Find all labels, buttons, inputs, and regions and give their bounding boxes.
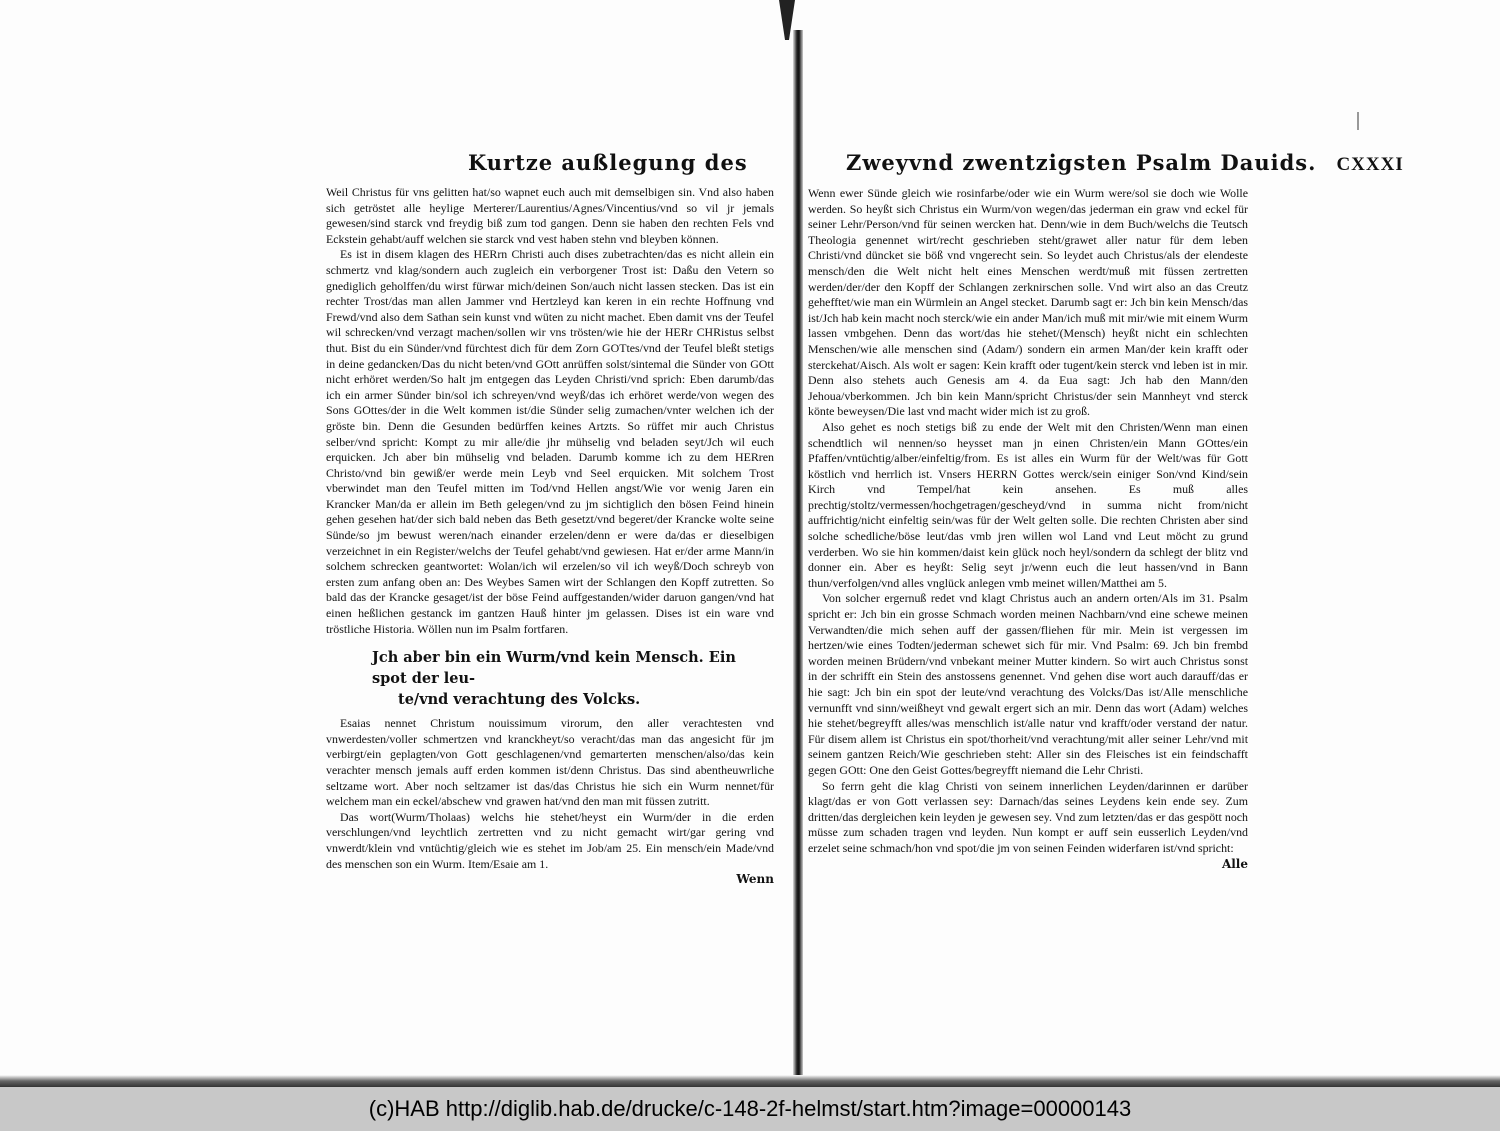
right-paragraph-2: Also gehet es noch stetigs biß zu ende der Welt mit den Christen/Wenn man einen schendtlich wil nennen/so heysset man jn einen Christen/ein Mann GOttes/ein Pfaffen/vntüchtig/alber/einfeltig/from. Es ist alles ein Wurm für der Welt/was für Gott köstlich vnd herrlich ist. Vnsers HERRN Gottes werck/sein einiger Son/vnd Kind/sein Kirch vnd Tempel/hat kein ansehen. Es muß alles prechtig/stoltz/vermessen/hochgetragen/gescheyd/vnd in summa nicht from/nicht auffrichtig/nicht einfeltig sein/was für der Welt gelten solle. Die rechten Christen aber sind solche schedliche/böse leut/das vmb jren willen wol Land vnd Leut möcht zu grund verderben. Wo sie hin kommen/daist kein glück noch heyl/sondern da schlegt der blitz vnd donner ein. Aber es heyßt: Selig seyt jr/wenn euch die leut hassen/vnd in Bann thun/verfolgen/vnd alles vnglück anlegen vmb meinet willen/Matthei am 5. xyxy=(808,419,1248,590)
scan-bottom-edge xyxy=(0,1075,1500,1087)
psalm-verse-line-1: Jch aber bin ein Wurm/vnd kein Mensch. Ein spot der leu- xyxy=(372,649,736,688)
left-paragraph-4: Das wort(Wurm/Tholaas) welchs hie stehet/heyst ein Wurm/der in die erden verschlungen/vnd leychtlich zertretten vnd zu nicht gemacht wirt/gar gering vnd vnwerdt/klein vnd vntüchtig/gleich wie es stehet im Job/am 25. Ein mensch/ein Made/vnd des menschen son ein Wurm. Item/Esaie am 1. xyxy=(326,809,774,871)
right-running-head-title: Zweyvnd zwentzigsten Psalm Dauids. xyxy=(846,150,1317,175)
left-paragraph-3: Esaias nennet Christum nouissimum virorum, den aller verachtesten vnd vnwerdesten/voller schmertzen vnd kranckheyt/so veracht/das man das angesicht für jm verbirgt/ein geplagten/von Gott geschlagenen/vnd gemarterten menschen/also/das kein verachter mensch jemals auff erden kommen ist/denn Christus. Das sind abentheuwrliche seltzame wort. Aber noch seltzamer ist das/das Christus hie sich ein Wurm nennet/für welchem man ein eckel/abschew vnd grawen hat/vnd den man mit füssen zutritt. xyxy=(326,716,774,809)
copyright-footer: (c)HAB http://diglib.hab.de/drucke/c-148-2f-helmst/start.htm?image=00000143 xyxy=(0,1087,1500,1131)
psalm-verse-heading xyxy=(326,647,774,710)
left-commentary-text xyxy=(326,716,774,872)
folio-number: CXXXI xyxy=(1336,154,1404,175)
right-paragraph-3: Von solcher ergernuß redet vnd klagt Christus auch an andern orten/Als im 31. Psalm spricht er: Jch bin ein grosse Schmach worden meinen Nachbarn/vnd eine schewe meinen Verwandten/die mich sehen auff der gassen/fliehen für mir. Mein ist vergessen im hertzen/wie eines Todten/jederman schewet sich für mir. Vnd Psalm: 69. Jch bin frembd worden meinen Brüdern/vnd vnbekant meiner Mutter kindern. So wirt auch Christus sonst in der schrifft ein Stein des anstossens genennet. Vnd gehen dise wort auch darauff/das er hie sagt: Jch bin ein spot der leute/vnd verachtung des Volcks/Das ist/Alle menschliche vernunfft vnd sinn/weißheyt vnd gewalt ergert sich an mir. Denn das wort (Adam) welches hie stehet/begreyfft alles/was menschlich ist/alle natur vnd krafft/oder verstand der natur. Für disem allem ist Christus ein spot/thorheit/vnd verachtung/mit aller seiner Lehr/vnd mit seinem gantzen Reich/Wie geschrieben steht: Aller sin des Fleisches ist ein feindschafft gegen GOtt: One den Geist Gottes/begreyfft niemand die Lehr Christi. xyxy=(808,591,1248,777)
left-paragraph-1: Weil Christus für vns gelitten hat/so wapnet euch auch mit demselbigen sin. Vnd also haben sich getröstet alle heylige Merterer/Laurentius/Agnes/Vincentius/vnd so vil jr jemals gewesen/sind starck vnd freydig biß zum tod gangen. Denn sie haben den rechten Fels vnd Eckstein gehabt/auff welchen sie starck vnd vest haben stehn vnd bleyben können. xyxy=(326,185,774,246)
right-paragraph-4: So ferrn geht die klag Christi von seinem innerlichen Leyden/darinnen er darüber klagt/das er von Gott verlassen sey: Darnach/das seines Leydens kein ende sey. Zum dritten/das dergleichen kein leyden je gewesen sey. Vnd zum letzten/das er das gespött noch müsse zum schaden tragen vnd leyden. Nun kompt er auff sein eusserlich Leyden/vnd erzelet seine schmach/hon vnd spot/die jm von seinen Feinden widerfaren ist/vnd spricht: xyxy=(808,778,1248,855)
left-body-text xyxy=(326,185,774,637)
book-gutter xyxy=(793,30,803,1080)
psalm-verse-line-2: te/vnd verachtung des Volcks. xyxy=(398,691,641,709)
right-paragraph-1: Wenn ewer Sünde gleich wie rosinfarbe/oder wie ein Wurm were/sol sie doch wie Wolle werden. So heyßt sich Christus ein Wurm/von wegen/das jederman ein graw vnd eckel für seiner Lehr/Person/vnd für seinen wercken hat. Denn/wie in dem Buch/welchs die Teutsch Theologia genennet wirt/recht geschrieben steht/grawet aller natur für dem leben Christi/vnd düncket sie böß vnd vngerecht sein. So leydet auch Christus/als der elendeste mensch/den die Welt nicht helt eines Menschen werdt/muß mit füssen zertretten werden/der/der den Kopff der Schlangen zerknirschen solle. Vnd wirt also an das Creutz gehefftet/wie man ein Würmlein an Angel stecket. Darumb sagt er: Jch bin kein Mensch/das ist/Jch hab kein macht noch sterck/wie ein ander Man/ich muß mit mir/wie mit einem Wurm lassen vmbgehen. Denn das wort/das hie stehet/(Mensch) heyßt nicht ein schlechten Menschen/wie alle menschen sind (Adam/) sondern ein armen Man/der kein krafft oder sterckehat/Aisch. Als wolt er sagen: Kein krafft oder tugent/kein sterck vnd leben ist in mir. Denn also stehets auch Genesis am 4. da Eua sagt: Jch hab den Mann/den Jehoua/vberkommen. Jch bin kein Mann/spricht Christus/der sein Mannheyt vnd sterck könte beweysen/Die last vnd macht wider mich ist zu groß. xyxy=(808,186,1248,419)
right-catchword: Alle xyxy=(1221,856,1248,871)
right-page xyxy=(808,150,1404,871)
left-page xyxy=(326,150,774,886)
left-running-head: Kurtze außlegung des xyxy=(468,150,748,175)
left-paragraph-2: Es ist in disem klagen des HERrn Christi auch dises zubetrachten/das es nicht allein ein schmertz vnd klag/sondern auch zugleich ein verborgener Trost ist: Daßu den Vetern so gnediglich geholffen/du wirst fürwar mich/deinen Son/auch nicht lassen stecken. Das ist ein rechter Trost/das man allen Jammer vnd Hertzleyd kan keren in ein rechte Hoffnung vnd Frewd/vnd also dem Sathan sein kunst vnd wüten zu nicht machet. Eben damit vns der Teufel wil schrecken/vnd verzagt machen/sollen wir vns trösten/wie hie der HERr CHRistus selbst thut. Bist du ein Sünder/vnd fürchtest dich für dem Zorn GOTtes/vnd der Teufel bleßt stetigs in deine gedancken/Das du nicht beten/vnd GOtt anrüffen solst/sintemal die Sünder von GOtt nicht erhöret werden/So halt jm entgegen das Leyden Christi/vnd sprich: Eben darumb/das ich ein armer Sünder bin/sol ich schreyen/vnd weyß/das ich erhöret werde/von wegen des Sons GOttes/der in die Welt kommen ist/die Sünder selig zumachen/vnter welchen ich der gröste bin. Denn die Gesunden bedürffen keines Artzts. So rüffet mir auch Christus selber/vnd spricht: Kompt zu mir alle/die jhr mühselig vnd beladen seyt/Jch wil euch erquicken. Jch aber bin mühselig vnd beladen. Darumb komme ich zu dem HERren Christo/vnd bin gewiß/er werde mein Leyb vnd Seel erquicken. Mit solchem Trost vberwindet man den Teufel mitten im Tod/vnd Hellen angst/Wie vor wenig Jaren ein Krancker Man/da er allein im Beth gelegen/vnd zu jm sichtiglich den bösen Feind hinein gehen gesehen hat/der sich bald neben das Beth gesetzt/vnd begeret/der Krancke wolte seine Sünde/so jm bewust weren/nach einander erzelen/denn er were da/das er dieselbigen verzeichnet in ein Register/welchs der Teufel gehabt/vnd gewiesen. Hat er/der arme Mann/in solchem schrecken geantwortet: Wolan/ich wil erzelen/so vil ich weyß/Doch schreyb von ersten zum anfang oben an: Des Weybes Samen wirt der Schlangen den Kopff zutretten. So bald das der Krancke gesaget/ist der böse Feind auffgestanden/wider daruon gangen/vnd hat einen heßlichen gestanck im gantzen Hauß hinter jm gelassen. Dises ist ein ware vnd tröstliche Historia. Wöllen nun im Psalm fortfaren. xyxy=(326,247,774,636)
page-mark xyxy=(1357,112,1359,130)
right-body-text xyxy=(808,186,1248,857)
left-catchword: Wenn xyxy=(736,872,774,887)
right-running-head xyxy=(808,150,1404,176)
